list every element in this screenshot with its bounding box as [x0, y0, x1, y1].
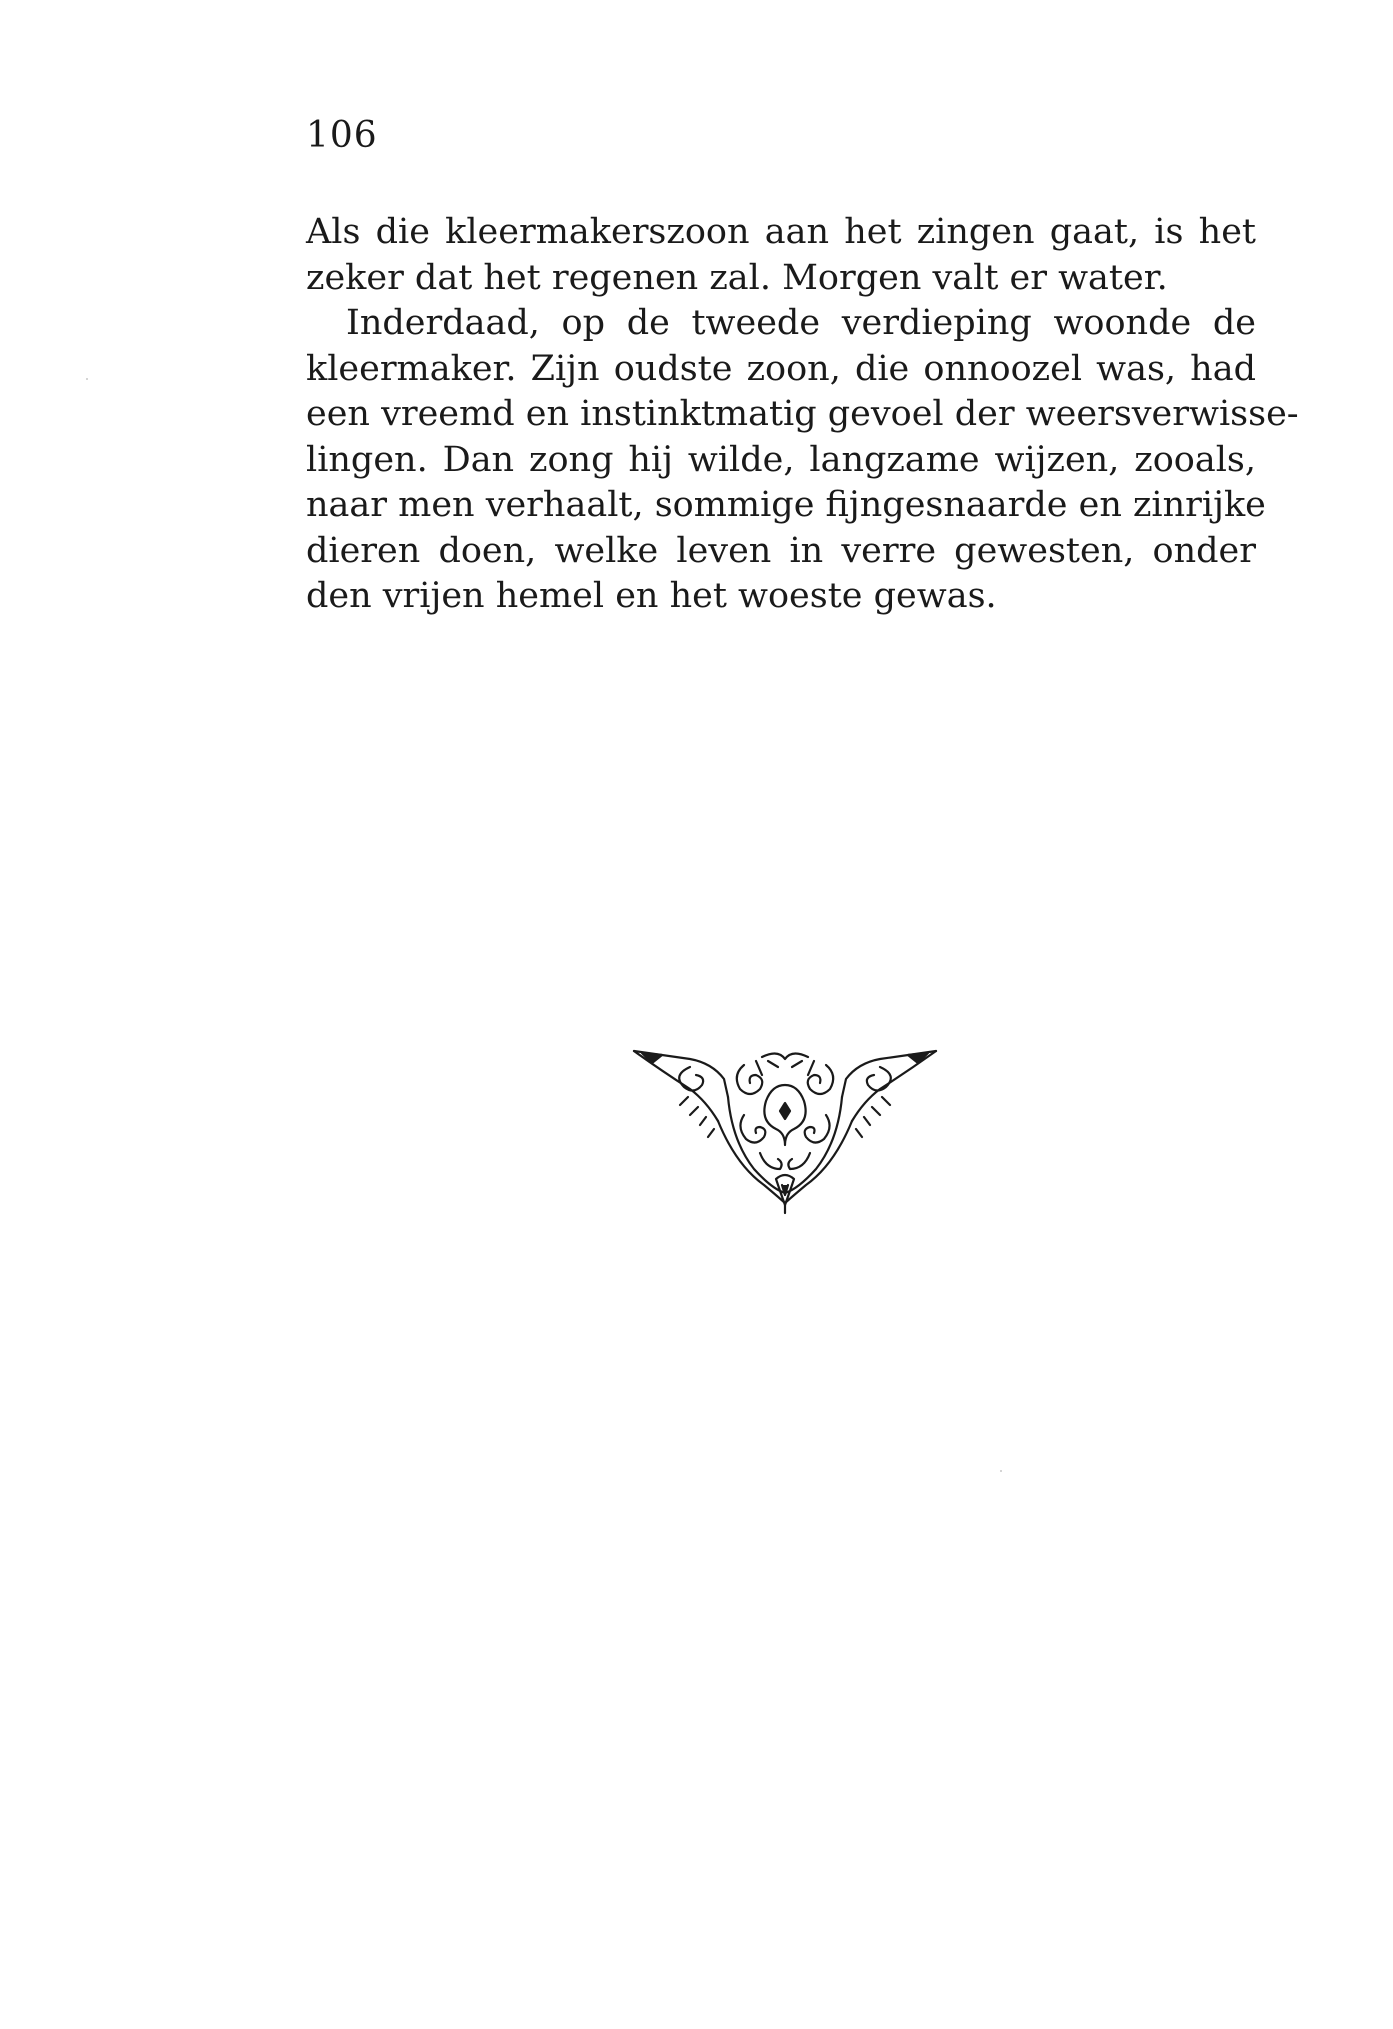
text-line: Inderdaad, op de tweede verdieping woonde de — [346, 303, 1256, 343]
page-number: 106 — [306, 115, 378, 156]
text-line: Als die kleermakerszoon aan het zingen gaat, is het — [306, 212, 1256, 252]
text-line: een vreemd en instinktmatig gevoel der weersverwisse- — [306, 394, 1299, 434]
paper-speck — [1000, 1470, 1002, 1472]
body-text — [306, 210, 1299, 620]
text-line: dieren doen, welke leven in verre gewesten, onder — [306, 530, 1256, 571]
text-line: den vrijen hemel en het woeste gewas. — [306, 576, 997, 616]
text-line: kleermaker. Zijn oudste zoon, die onnoozel was, had — [306, 348, 1256, 389]
text-line: zeker dat het regenen zal. Morgen valt er water. — [306, 257, 1168, 298]
paragraph-1 — [306, 210, 1256, 301]
paragraph-2 — [306, 301, 1299, 620]
paper-speck — [86, 378, 88, 380]
text-line: lingen. Dan zong hij wilde, langzame wijzen, zooals, — [306, 439, 1256, 480]
text-line: naar men verhaalt, sommige fijngesnaarde en zinrijke — [306, 485, 1266, 525]
tailpiece-ornament-icon — [632, 1045, 938, 1215]
